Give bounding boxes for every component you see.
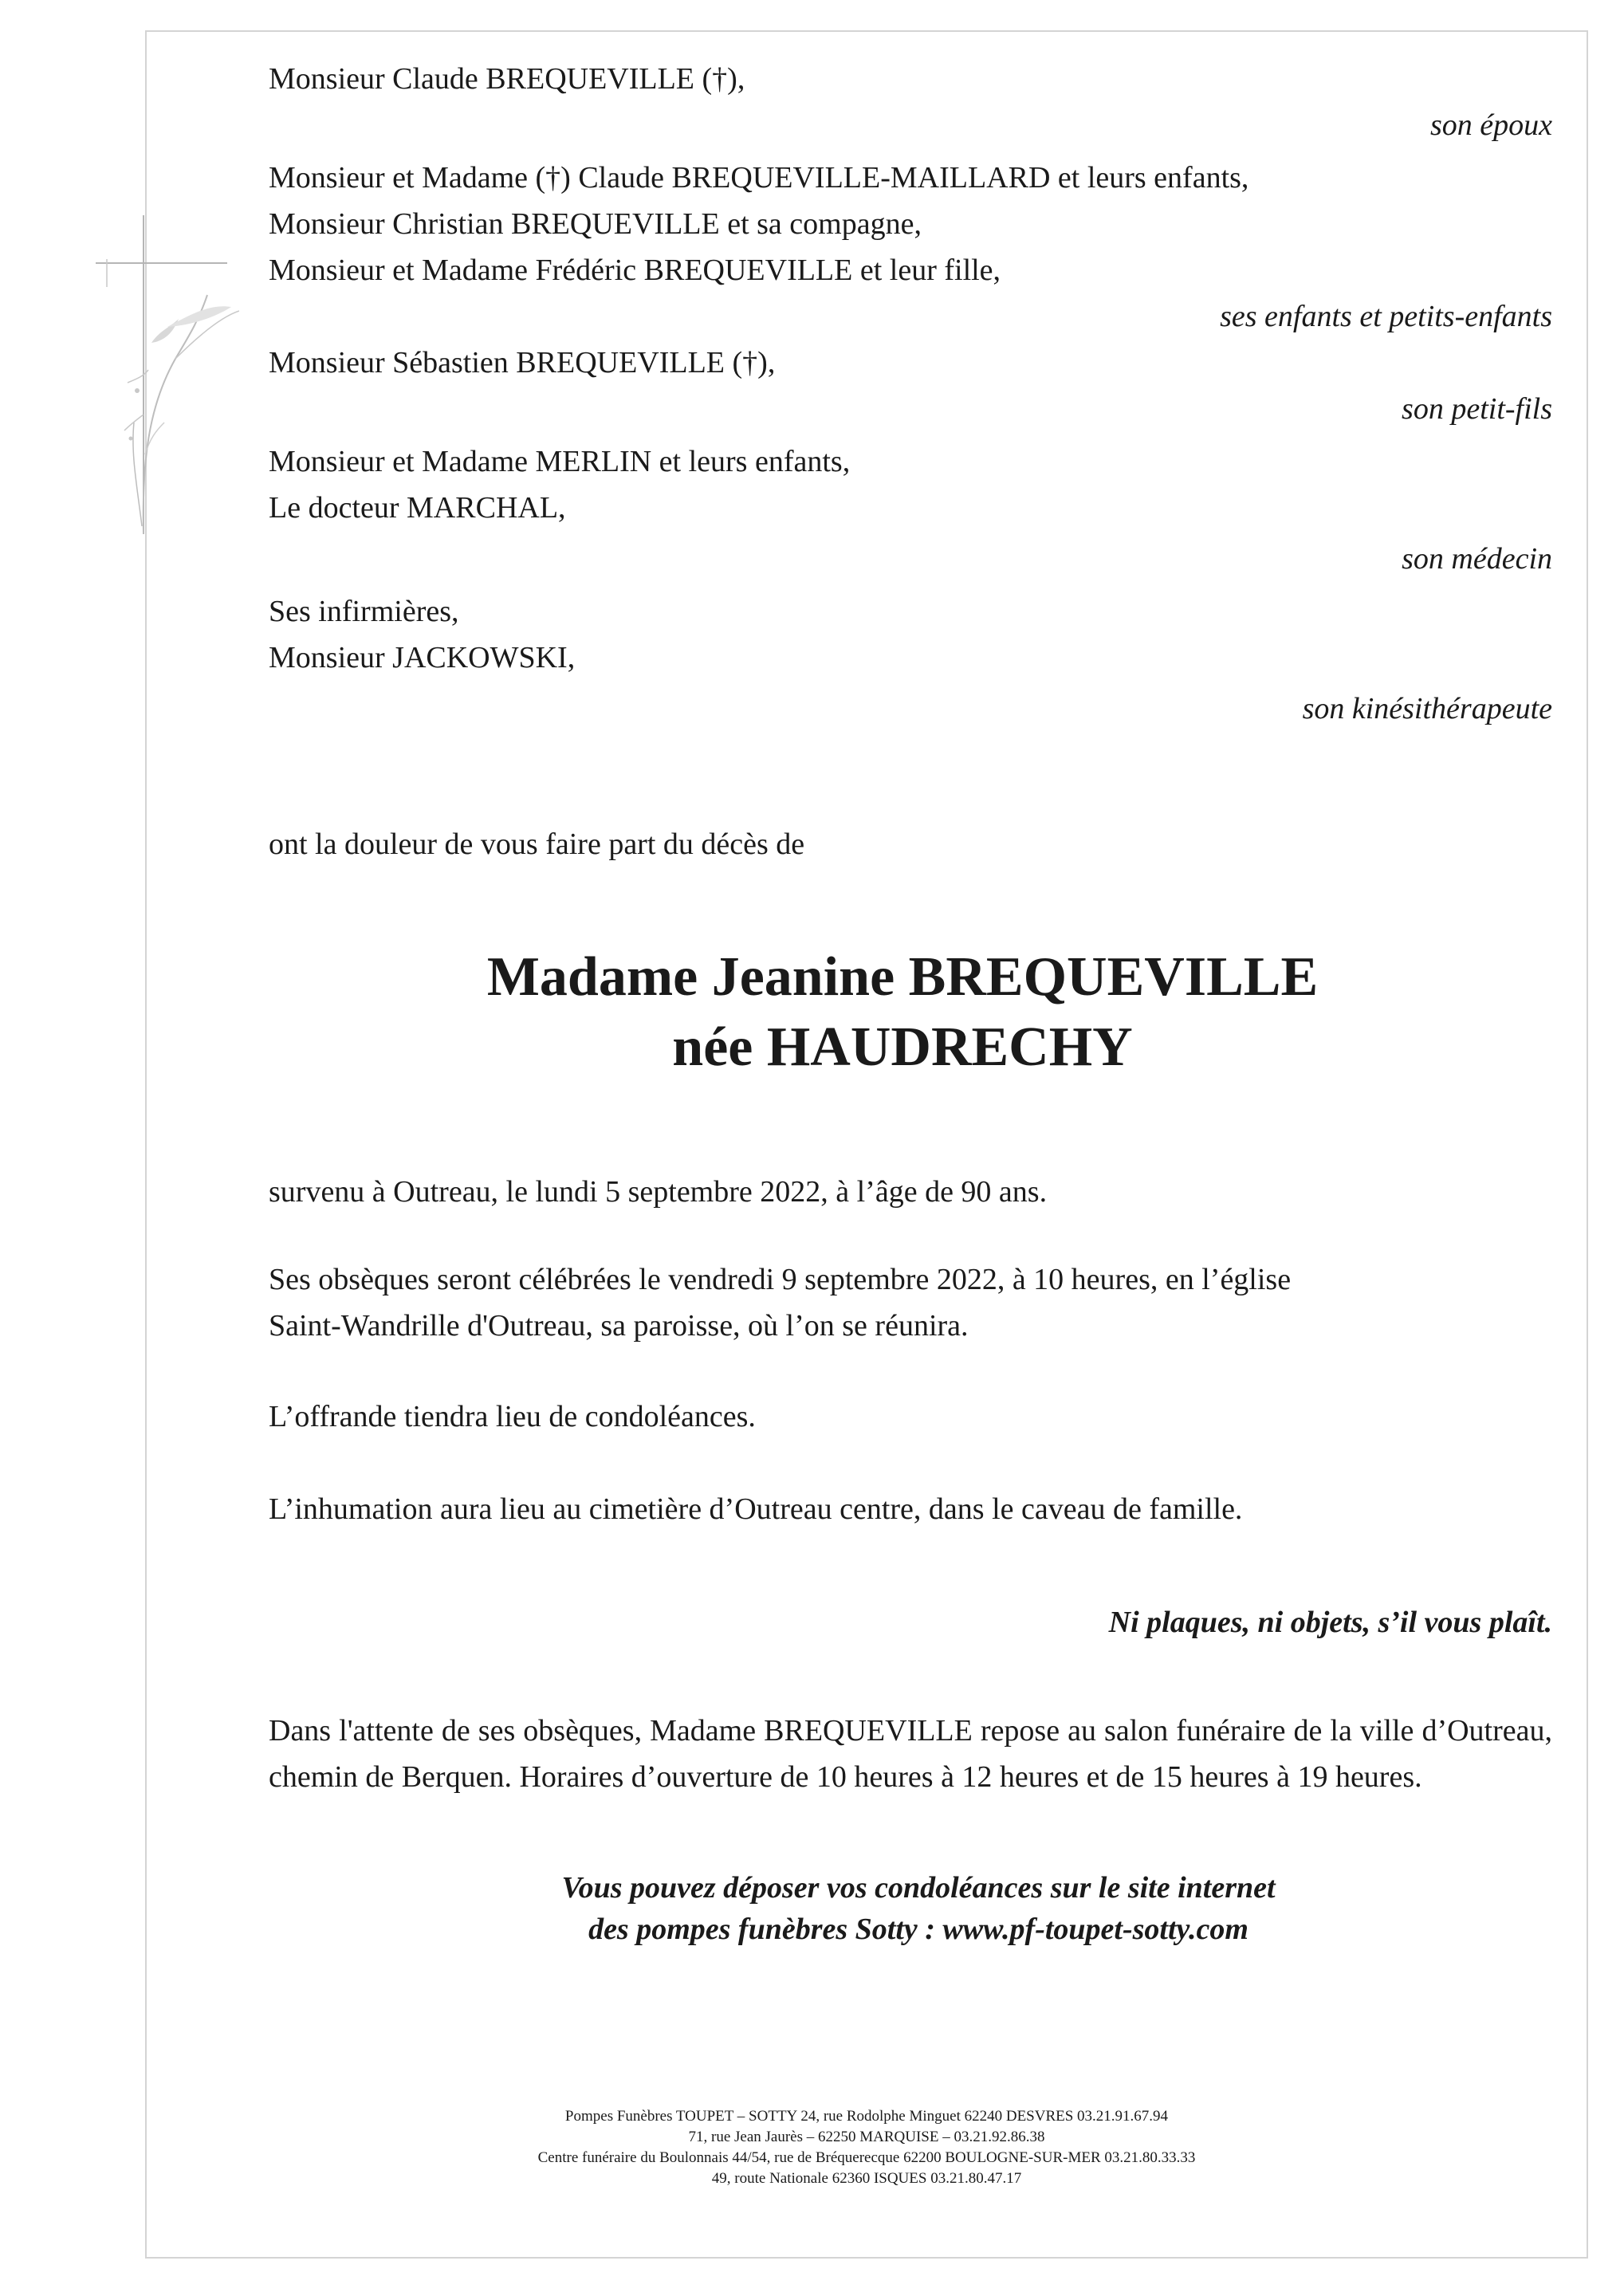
funeral-details <box>269 1256 1552 1349</box>
family-relation: ses enfants et petits-enfants <box>1220 300 1552 333</box>
online-condolences <box>269 1867 1552 1950</box>
family-line: Monsieur JACKOWSKI, <box>269 641 576 674</box>
no-flowers-request: Ni plaques, ni objets, s’il vous plaît. <box>1108 1606 1552 1639</box>
funeral-details-line: Ses obsèques seront célébrées le vendredi 9 septembre 2022, à 10 heures, en l’église <box>269 1263 1292 1296</box>
footer-line: Pompes Funèbres TOUPET – SOTTY 24, rue Rodolphe Minguet 62240 DESVRES 03.21.91.67.94 <box>564 2108 1169 2125</box>
family-line: Ses infirmières, <box>269 595 459 628</box>
footer-line: Centre funéraire du Boulonnais 44/54, rue de Bréquerecque 62200 BOULOGNE-SUR-MER 03.21.80.33.33 <box>537 2149 1196 2166</box>
family-line: Monsieur Sébastien BREQUEVILLE (†), <box>269 346 776 379</box>
viewing-details: Dans l'attente de ses obsèques, Madame BREQUEVILLE repose au salon funéraire de la ville d’Outreau, chemin de Berquen. Horaires d’ouverture de 10 heures à 12 heures et de 15 heures à 19 heures. <box>269 1714 1552 1794</box>
family-relation: son époux <box>1429 108 1552 142</box>
announcement <box>269 56 1552 1950</box>
family-relation: son petit-fils <box>1402 392 1552 426</box>
family-relation: son kinésithérapeute <box>1302 692 1552 725</box>
family-line: Monsieur et Madame (†) Claude BREQUEVILLE-MAILLARD et leurs enfants, <box>269 161 1249 195</box>
offering-note: L’offrande tiendra lieu de condoléances. <box>269 1400 756 1433</box>
online-condolences-line: des pompes funèbres Sotty : www.pf-toupet-sotty.com <box>588 1913 1248 1946</box>
family-line: Le docteur MARCHAL, <box>269 491 566 525</box>
family-line: Monsieur et Madame MERLIN et leurs enfants, <box>269 445 851 478</box>
funeral-details-line: Saint-Wandrille d'Outreau, sa paroisse, où l’on se réunira. <box>269 1309 969 1343</box>
online-condolences-line: Vous pouvez déposer vos condoléances sur le site internet <box>561 1871 1276 1905</box>
family-line: Monsieur et Madame Frédéric BREQUEVILLE et leur fille, <box>269 254 1001 287</box>
deceased-birth-name: née HAUDRECHY <box>672 1016 1133 1078</box>
cross-with-flowers-icon <box>96 199 239 614</box>
family-relation: son médecin <box>1402 542 1552 576</box>
family-line: Monsieur Christian BREQUEVILLE et sa compagne, <box>269 207 922 241</box>
family-line: Monsieur Claude BREQUEVILLE (†), <box>269 62 745 96</box>
deceased-name: Madame Jeanine BREQUEVILLE <box>486 946 1319 1008</box>
footer-line: 49, route Nationale 62360 ISQUES 03.21.80.47.17 <box>711 2170 1022 2187</box>
footer-line: 71, rue Jean Jaurès – 62250 MARQUISE – 03.21.92.86.38 <box>688 2129 1045 2145</box>
funeral-home-footer <box>145 2106 1588 2189</box>
intro-text: ont la douleur de vous faire part du décès de <box>269 828 805 861</box>
death-details: survenu à Outreau, le lundi 5 septembre 2022, à l’âge de 90 ans. <box>269 1175 1048 1209</box>
burial-details: L’inhumation aura lieu au cimetière d’Outreau centre, dans le caveau de famille. <box>269 1492 1243 1526</box>
deceased-name-block <box>269 942 1552 1083</box>
